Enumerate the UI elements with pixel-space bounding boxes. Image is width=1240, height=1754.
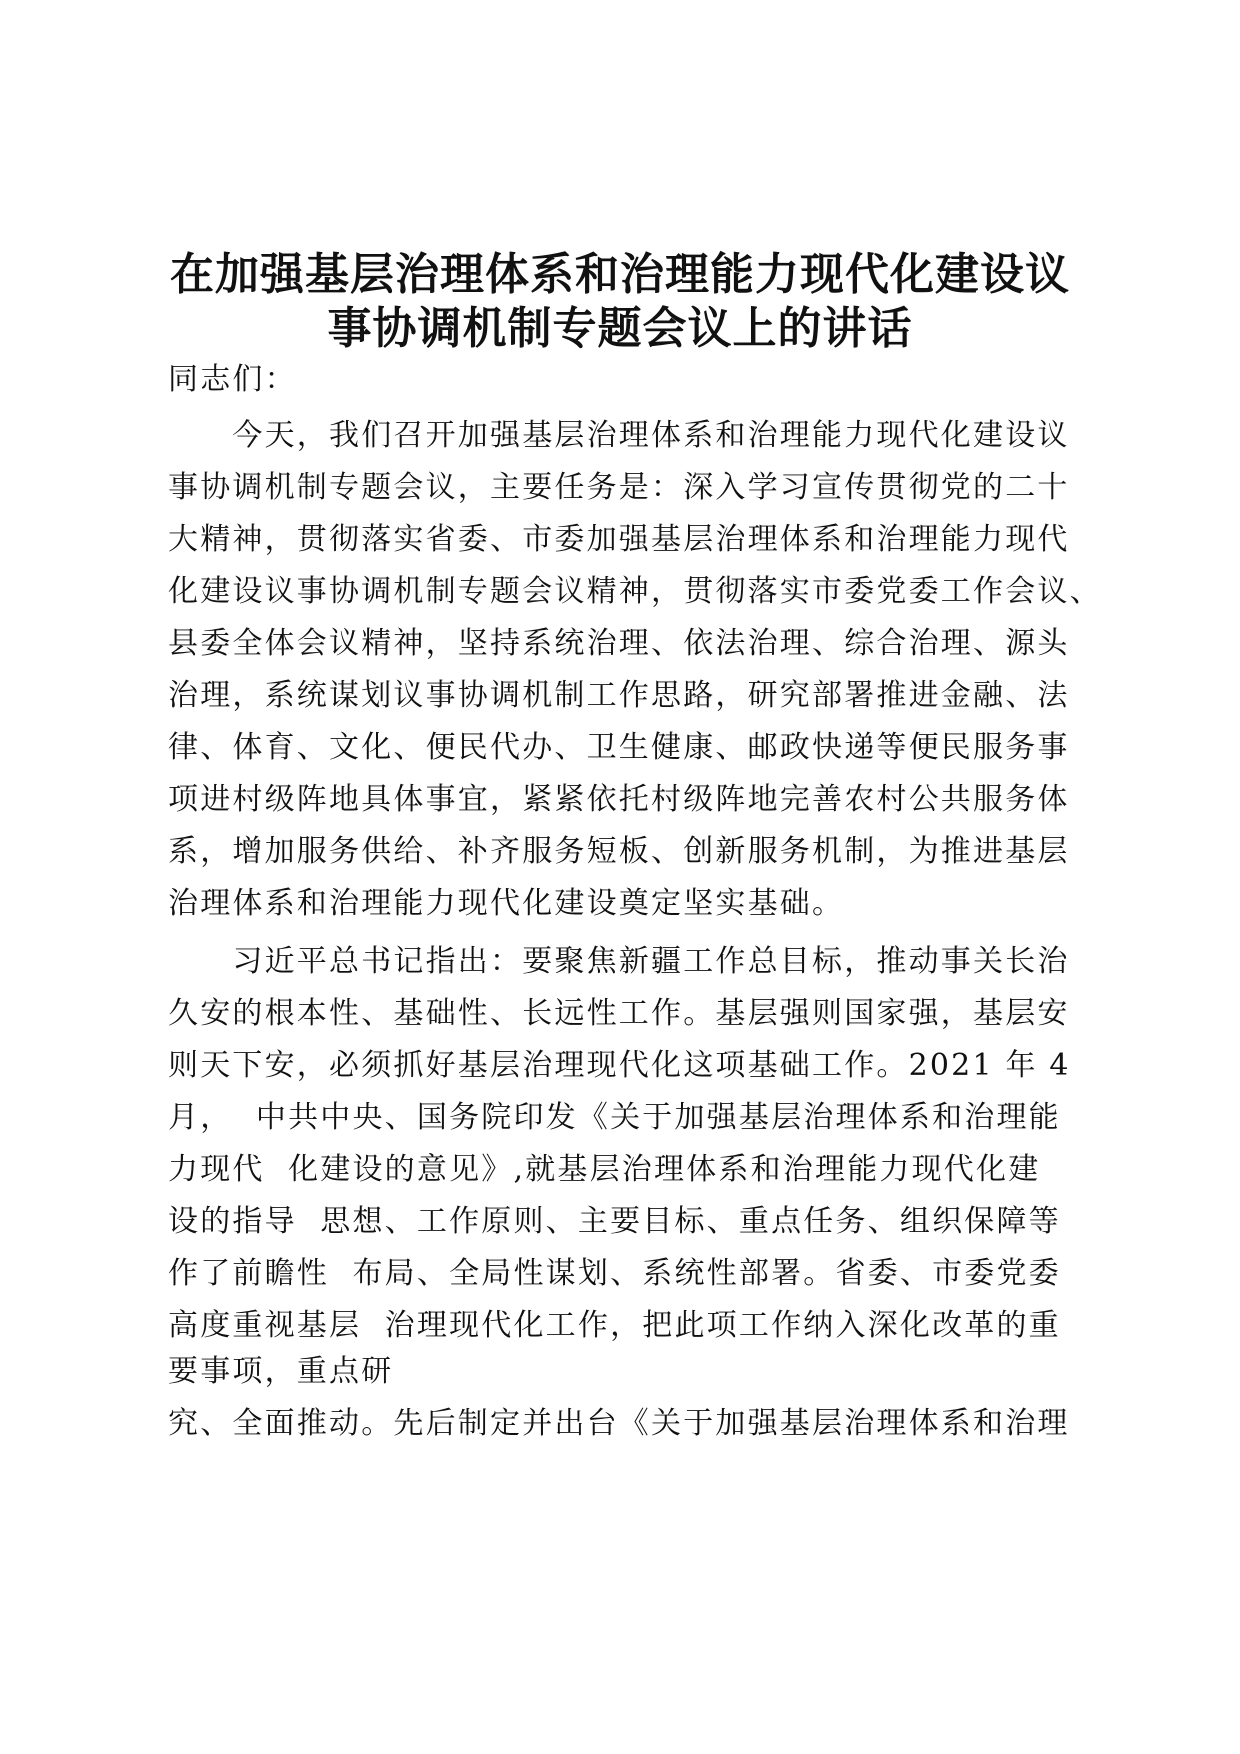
paragraph-1-line: 项进村级阵地具体事宜，紧紧依托村级阵地完善农村公共服务体 <box>168 782 1070 817</box>
paragraph-2-line: 高度重视基层 治理现代化工作，把此项工作纳入深化改革的重 <box>168 1308 1061 1343</box>
paragraph-2-line: 久安的根本性、基础性、长远性工作。基层强则国家强，基层安 <box>168 996 1070 1031</box>
paragraph-2-line: 要事项，重点研 <box>168 1354 394 1389</box>
paragraph-1-line: 今天，我们召开加强基层治理体系和治理能力现代化建设议 <box>168 418 1070 453</box>
document-title-line-2: 事协调机制专题会议上的讲话 <box>327 303 913 354</box>
paragraph-1-line: 大精神，贯彻落实省委、市委加强基层治理体系和治理能力现代 <box>168 522 1070 557</box>
paragraph-1-line: 事协调机制专题会议，主要任务是：深入学习宣传贯彻党的二十 <box>168 470 1070 505</box>
paragraph-2-line: 月， 中共中央、国务院印发《关于加强基层治理体系和治理能 <box>168 1100 1061 1135</box>
paragraph-2-line: 设的指导 思想、工作原则、主要目标、重点任务、组织保障等 <box>168 1204 1061 1239</box>
salutation: 同志们： <box>168 362 297 397</box>
document-title-line-1: 在加强基层治理体系和治理能力现代化建设议 <box>170 249 1070 300</box>
paragraph-2-line: 力现代 化建设的意见》,就基层治理体系和治理能力现代化建 <box>168 1152 1041 1187</box>
paragraph-2-line: 究、全面推动。先后制定并出台《关于加强基层治理体系和治理 <box>168 1406 1070 1441</box>
paragraph-2-line: 作了前瞻性 布局、全局性谋划、系统性部署。省委、市委党委 <box>168 1256 1061 1291</box>
paragraph-1-line: 治理，系统谋划议事协调机制工作思路，研究部署推进金融、法 <box>168 678 1070 713</box>
paragraph-2-line: 则天下安，必须抓好基层治理现代化这项基础工作。2021 年 4 <box>168 1048 1071 1083</box>
paragraph-1-line: 系，增加服务供给、补齐服务短板、创新服务机制，为推进基层 <box>168 834 1070 869</box>
paragraph-1-line: 律、体育、文化、便民代办、卫生健康、邮政快递等便民服务事 <box>168 730 1070 765</box>
paragraph-2-line: 习近平总书记指出：要聚焦新疆工作总目标，推动事关长治 <box>168 944 1070 979</box>
paragraph-1-line: 化建设议事协调机制专题会议精神，贯彻落实市委党委工作会议、 <box>168 574 1102 609</box>
paragraph-1-line: 县委全体会议精神，坚持系统治理、依法治理、综合治理、源头 <box>168 626 1070 661</box>
paragraph-1-line: 治理体系和治理能力现代化建设奠定坚实基础。 <box>168 886 845 921</box>
